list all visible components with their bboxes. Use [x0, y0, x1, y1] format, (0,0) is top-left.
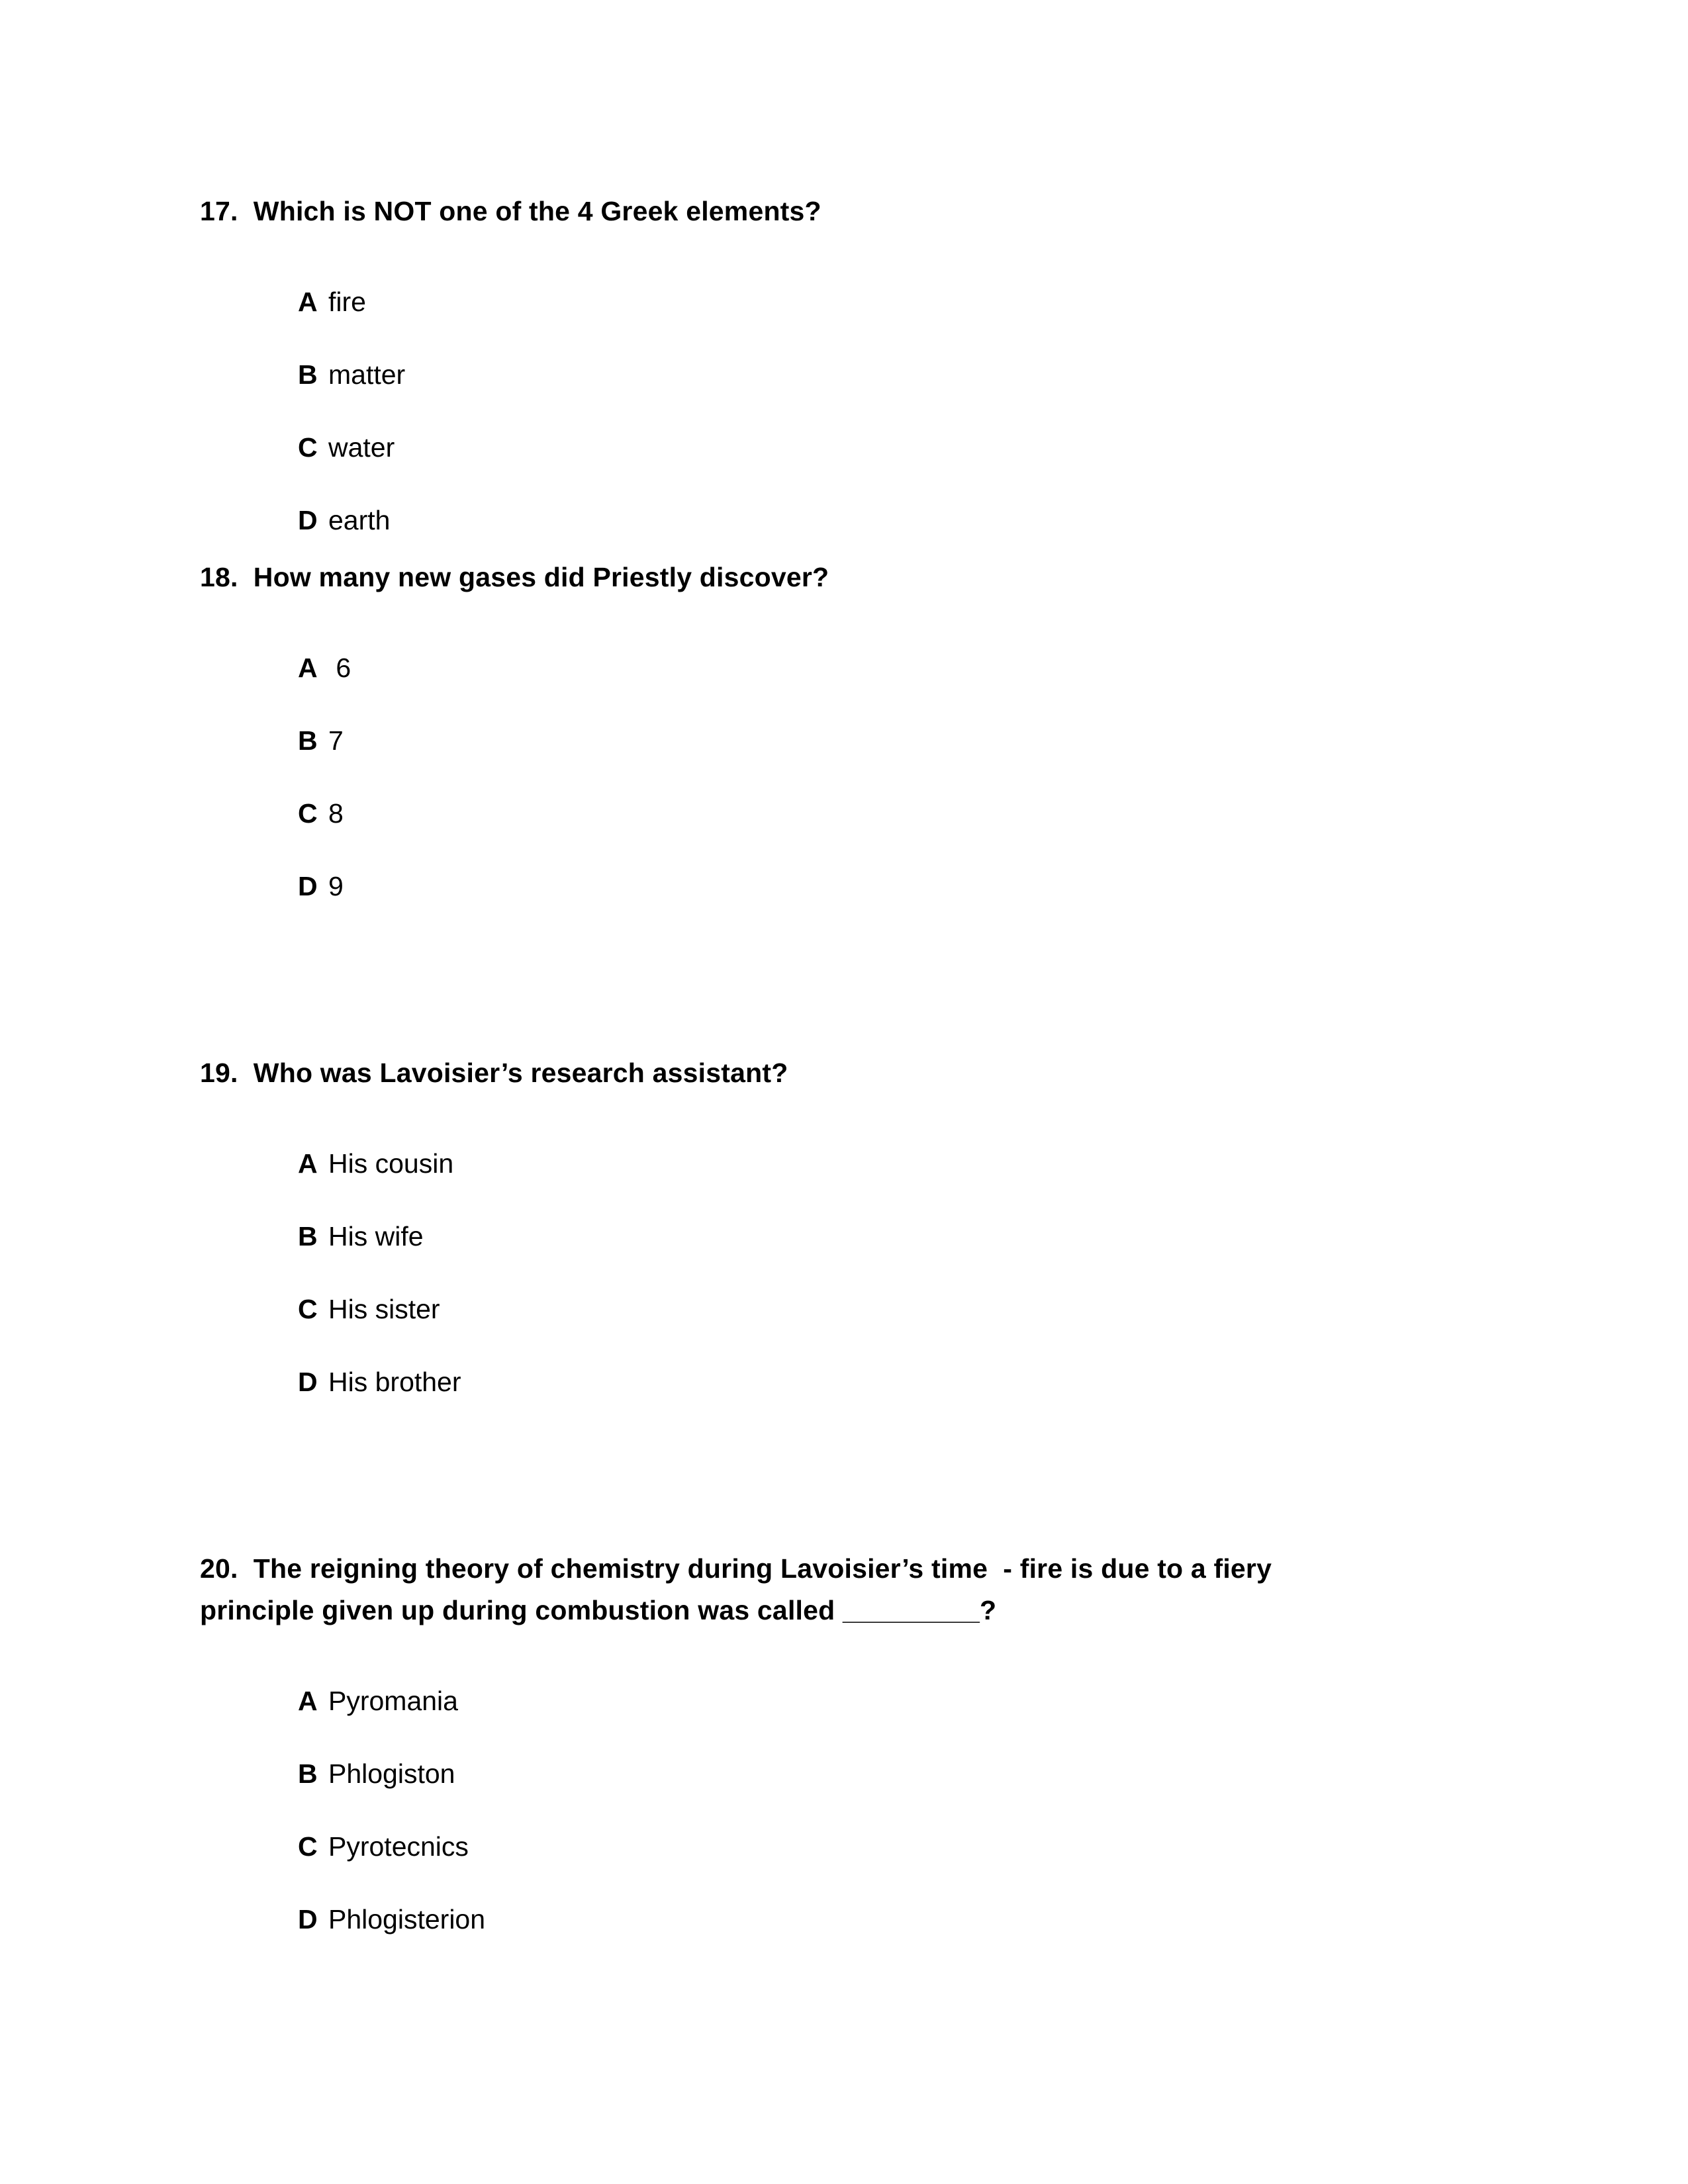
option-row[interactable]	[200, 411, 1391, 484]
option-text: Phlogisterion	[328, 1904, 486, 1934]
options-list-18	[200, 631, 1391, 923]
question-body-20-line-1: The reigning theory of chemistry during Lavoisier’s time - fire is due to a fiery	[253, 1553, 1272, 1584]
question-block-18	[200, 557, 1391, 923]
question-number-17: 17.	[200, 196, 238, 226]
option-row[interactable]	[200, 1737, 1391, 1810]
option-letter: C	[298, 1294, 318, 1324]
question-block-19	[200, 1052, 1391, 1418]
option-row[interactable]	[200, 1883, 1391, 1956]
option-letter: B	[298, 359, 318, 390]
option-row[interactable]	[200, 1200, 1391, 1273]
option-row[interactable]	[200, 1273, 1391, 1345]
option-letter: D	[298, 871, 318, 901]
option-row[interactable]	[200, 1345, 1391, 1418]
spacer	[200, 598, 1391, 631]
section-spacer	[200, 1418, 1391, 1548]
quiz-content	[200, 191, 1391, 1956]
options-list-19	[200, 1127, 1391, 1418]
section-spacer	[200, 923, 1391, 1052]
question-number-19: 19.	[200, 1058, 238, 1088]
option-text: 8	[328, 798, 344, 829]
option-text: His sister	[328, 1294, 440, 1324]
spacer	[200, 1631, 1391, 1664]
question-block-20	[200, 1548, 1391, 1956]
option-letter: A	[298, 287, 318, 317]
option-row[interactable]	[200, 850, 1391, 923]
option-row[interactable]	[200, 1810, 1391, 1883]
option-row[interactable]	[200, 777, 1391, 850]
option-row[interactable]	[200, 631, 1391, 704]
option-text: matter	[328, 359, 406, 390]
option-letter: B	[298, 1221, 318, 1251]
option-letter: A	[298, 1686, 318, 1716]
spacer	[200, 232, 1391, 265]
question-text-19	[200, 1052, 1391, 1094]
question-text-18	[200, 557, 1391, 598]
option-letter: D	[298, 505, 318, 535]
option-row[interactable]	[200, 484, 1391, 557]
option-letter: B	[298, 1758, 318, 1789]
option-letter: A	[298, 1148, 318, 1179]
options-list-17	[200, 265, 1391, 557]
question-block-17	[200, 191, 1391, 557]
option-letter: D	[298, 1904, 318, 1934]
question-number-20: 20.	[200, 1553, 238, 1584]
option-row[interactable]	[200, 704, 1391, 777]
options-list-20	[200, 1664, 1391, 1956]
option-text: His cousin	[328, 1148, 454, 1179]
option-text: water	[328, 432, 395, 463]
option-text: 9	[328, 871, 344, 901]
option-row[interactable]	[200, 265, 1391, 338]
question-text-20-line-2: principle given up during combustion was called _________?	[200, 1595, 997, 1625]
spacer	[200, 1094, 1391, 1127]
option-letter: D	[298, 1367, 318, 1397]
option-letter: C	[298, 798, 318, 829]
question-text-20-line-1	[200, 1548, 1391, 1590]
option-text: 7	[328, 725, 344, 756]
option-text: earth	[328, 505, 391, 535]
option-text: fire	[328, 287, 366, 317]
option-letter: A	[298, 653, 318, 683]
option-text: Pyrotecnics	[328, 1831, 469, 1862]
option-row[interactable]	[200, 1664, 1391, 1737]
question-number-18: 18.	[200, 562, 238, 592]
option-text: His brother	[328, 1367, 461, 1397]
question-body-19: Who was Lavoisier’s research assistant?	[253, 1058, 788, 1088]
option-letter: B	[298, 725, 318, 756]
option-text: Phlogiston	[328, 1758, 455, 1789]
option-letter: C	[298, 432, 318, 463]
question-body-17: Which is NOT one of the 4 Greek elements?	[253, 196, 821, 226]
option-text: 6	[328, 653, 352, 683]
option-letter: C	[298, 1831, 318, 1862]
question-text-17	[200, 191, 1391, 232]
option-text: His wife	[328, 1221, 424, 1251]
option-row[interactable]	[200, 1127, 1391, 1200]
question-body-18: How many new gases did Priestly discover?	[253, 562, 829, 592]
option-text: Pyromania	[328, 1686, 458, 1716]
option-row[interactable]	[200, 338, 1391, 411]
